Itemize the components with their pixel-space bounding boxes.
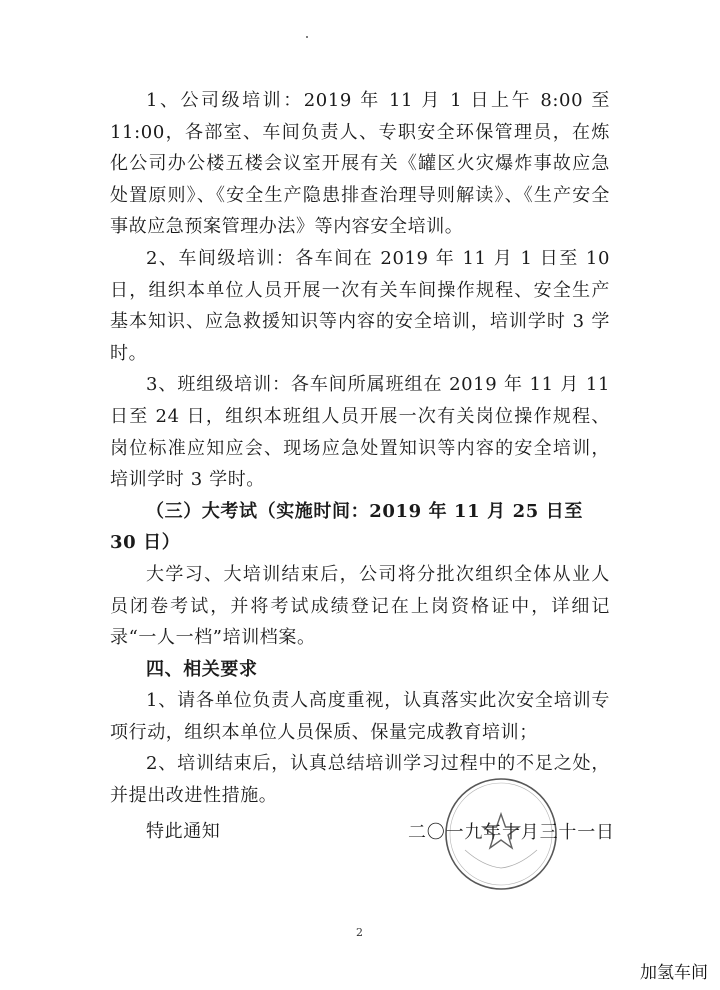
training-item-company: 1、公司级培训：2019 年 11 月 1 日上午 8:00 至 11:00，各部室、车间负责人、专职安全环保管理员，在炼化公司办公楼五楼会议室开展有关《罐区火灾爆炸事故应急处置原则》、《安全生产隐患排查治理导则解读》、《生产安全事故应急预案管理办法》等内容安全培训。 <box>110 90 610 238</box>
requirement-item-2: 2、培训结束后，认真总结培训学习过程中的不足之处，并提出改进性措施。 <box>110 753 610 807</box>
training-item-workshop: 2、车间级培训：各车间在 2019 年 11 月 1 日至 10 日，组织本单位人员开展一次有关车间操作规程、安全生产基本知识、应急救援知识等内容的安全培训，培训学时 3 学时。 <box>110 247 610 364</box>
scan-speck <box>306 36 308 38</box>
document-body <box>110 85 610 847</box>
closing-remark: 特此通知 <box>146 820 221 842</box>
requirement-item-1: 1、请各单位负责人高度重视，认真落实此次安全培训专项行动，组织本单位人员保质、保量完成教育培训； <box>110 690 610 743</box>
section-exam-heading: （三）大考试（实施时间：2019 年 11 月 25 日至 30 日） <box>110 500 583 554</box>
section-exam-body: 大学习、大培训结束后，公司将分批次组织全体从业人员闭卷考试，并将考试成绩登记在上岗资格证中，详细记录“一人一档”培训档案。 <box>110 563 610 649</box>
section-requirements-heading: 四、相关要求 <box>146 658 258 680</box>
watermark-label: 加氢车间 <box>640 963 708 983</box>
issue-date: 二〇一九年十月三十一日 <box>408 822 615 843</box>
page-number: 2 <box>356 926 363 939</box>
training-item-team: 3、班组级培训：各车间所属班组在 2019 年 11 月 11 日至 24 日，组织本班组人员开展一次有关岗位操作规程、岗位标准应知应会、现场应急处置知识等内容的安全培训，培训学时 3 学时。 <box>110 374 610 491</box>
